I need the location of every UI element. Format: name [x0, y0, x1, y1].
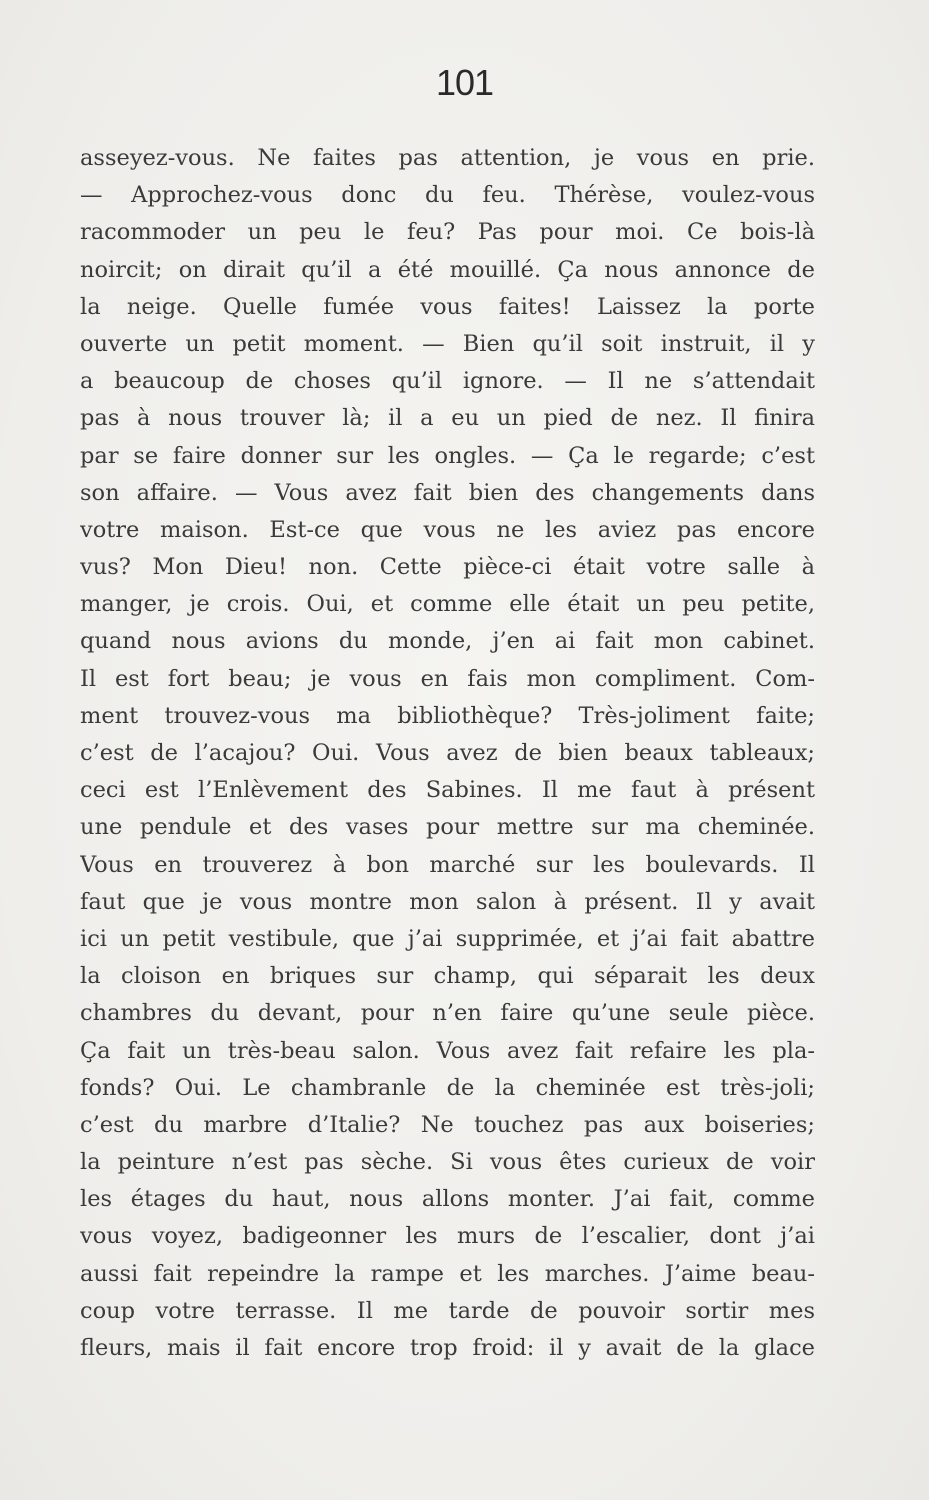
text-line: aussi fait repeindre la rampe et les marches. J’aime beau-: [80, 1260, 815, 1287]
text-line: racommoder un peu le feu? Pas pour moi. Ce bois-là: [80, 219, 815, 246]
text-line: manger, je crois. Oui, et comme elle était un peu petite,: [80, 591, 815, 618]
text-line: ceci est l’Enlèvement des Sabines. Il me faut à présent: [80, 777, 815, 804]
text-line: ouverte un petit moment. — Bien qu’il soit instruit, il y: [80, 330, 815, 357]
page-number: 101: [435, 62, 494, 103]
text-line: faut que je vous montre mon salon à présent. Il y avait: [80, 888, 815, 915]
text-line: la cloison en briques sur champ, qui séparait les deux: [80, 963, 815, 990]
text-line: ment trouvez-vous ma bibliothèque? Très-joliment faite;: [80, 702, 815, 729]
text-line: c’est du marbre d’Italie? Ne touchez pas aux boiseries;: [80, 1111, 815, 1138]
text-line: coup votre terrasse. Il me tarde de pouvoir sortir mes: [80, 1297, 815, 1324]
text-line: vus? Mon Dieu! non. Cette pièce-ci était votre salle à: [80, 554, 815, 581]
text-line: Il est fort beau; je vous en fais mon compliment. Com-: [80, 665, 815, 692]
text-line: votre maison. Est-ce que vous ne les aviez pas encore: [80, 516, 815, 543]
text-line: Ça fait un très-beau salon. Vous avez fait refaire les pla-: [80, 1037, 815, 1064]
text-line: chambres du devant, pour n’en faire qu’une seule pièce.: [80, 1000, 815, 1027]
text-line: une pendule et des vases pour mettre sur ma cheminée.: [80, 814, 815, 841]
text-line: les étages du haut, nous allons monter. J’ai fait, comme: [80, 1186, 815, 1213]
text-line: fonds? Oui. Le chambranle de la cheminée est très-joli;: [80, 1074, 815, 1101]
text-line: vous voyez, badigeonner les murs de l’escalier, dont j’ai: [80, 1223, 815, 1250]
text-line: — Approchez-vous donc du feu. Thérèse, voulez-vous: [80, 182, 815, 209]
text-line: ici un petit vestibule, que j’ai supprimée, et j’ai fait abattre: [80, 925, 815, 952]
text-line: noircit; on dirait qu’il a été mouillé. Ça nous annonce de: [80, 256, 815, 283]
text-line: fleurs, mais il fait encore trop froid: il y avait de la glace: [80, 1335, 815, 1361]
body-text: [80, 140, 815, 1367]
text-line: quand nous avions du monde, j’en ai fait mon cabinet.: [80, 628, 815, 655]
text-line: la neige. Quelle fumée vous faites! Laissez la porte: [80, 293, 815, 320]
text-line: c’est de l’acajou? Oui. Vous avez de bien beaux tableaux;: [80, 740, 815, 766]
text-line: par se faire donner sur les ongles. — Ça le regarde; c’est: [80, 442, 815, 469]
text-line: pas à nous trouver là; il a eu un pied de nez. Il finira: [80, 405, 815, 432]
text-line: asseyez-vous. Ne faites pas attention, je vous en prie.: [80, 145, 815, 171]
text-line: son affaire. — Vous avez fait bien des changements dans: [80, 479, 815, 506]
text-line: Vous en trouverez à bon marché sur les boulevards. Il: [80, 851, 815, 878]
text-line: a beaucoup de choses qu’il ignore. — Il ne s’attendait: [80, 368, 815, 395]
text-line: la peinture n’est pas sèche. Si vous êtes curieux de voir: [80, 1149, 815, 1176]
